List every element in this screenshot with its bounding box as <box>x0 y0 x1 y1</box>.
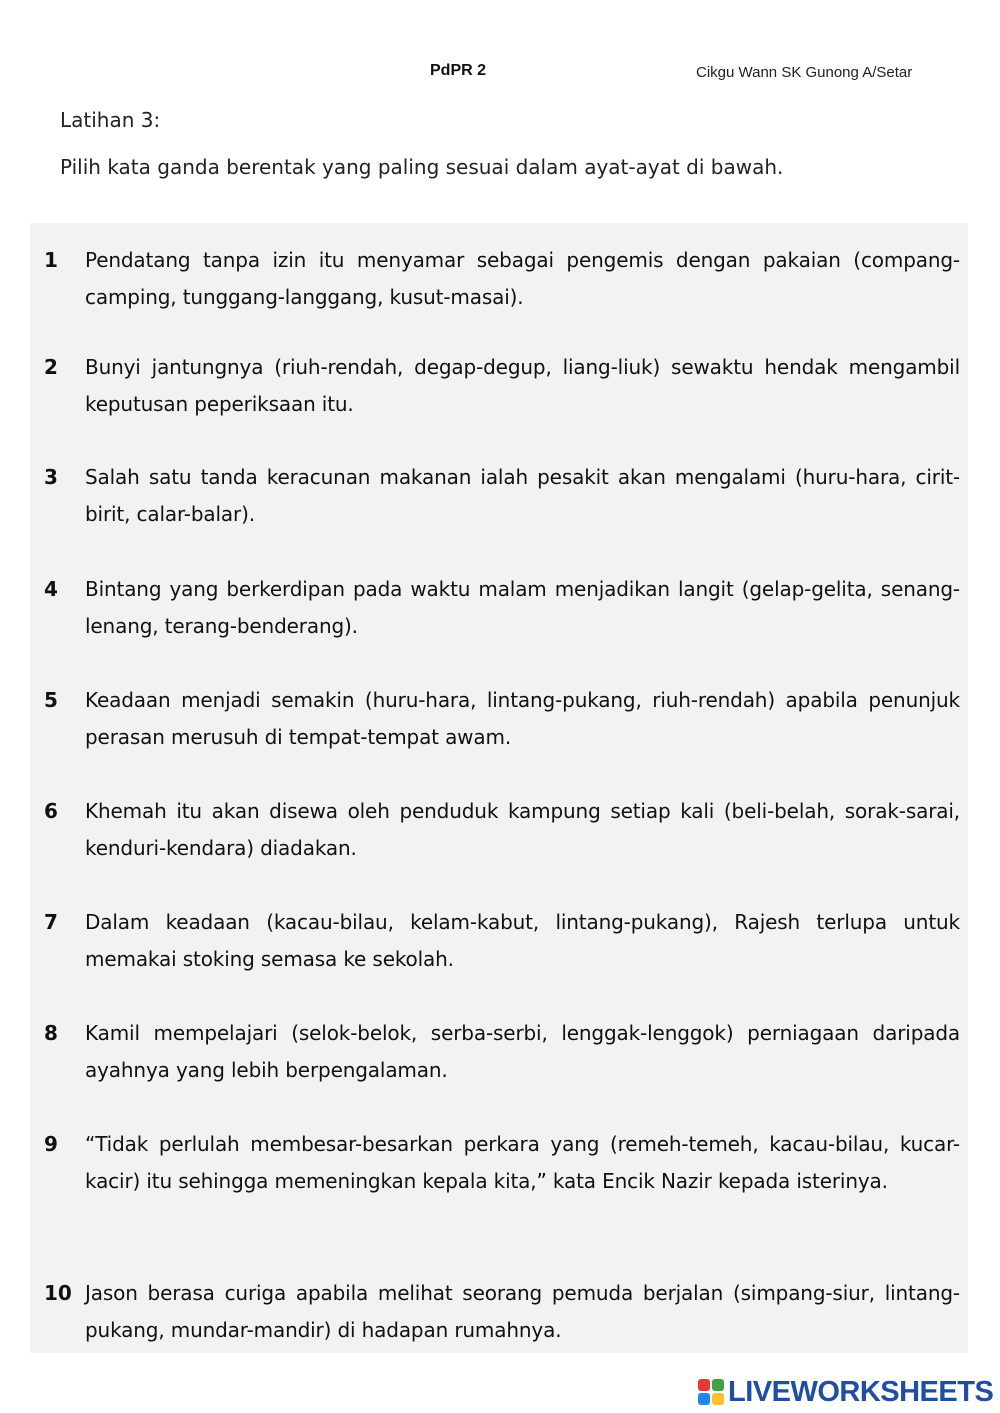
question-item <box>44 349 960 423</box>
question-text: Kamil mempelajari (selok-belok, serba-serbi, lenggak-lenggok) perniagaan daripada ayahnya yang lebih berpengalaman. <box>85 1021 960 1082</box>
logo-square <box>698 1393 710 1405</box>
question-item <box>44 793 960 867</box>
question-number: 8 <box>44 1021 58 1045</box>
logo-square <box>712 1379 724 1391</box>
question-text: Bintang yang berkerdipan pada waktu malam menjadikan langit (gelap-gelita, senang-lenang, terang-benderang). <box>85 577 960 638</box>
question-number: 1 <box>44 248 58 272</box>
question-item <box>44 1275 960 1349</box>
question-text: Khemah itu akan disewa oleh penduduk kampung setiap kali (beli-belah, sorak-sarai, kenduri-kendara) diadakan. <box>85 799 960 860</box>
question-text: Jason berasa curiga apabila melihat seorang pemuda berjalan (simpang-siur, lintang-pukang, mundar-mandir) di hadapan rumahnya. <box>85 1281 960 1342</box>
question-text: Bunyi jantungnya (riuh-rendah, degap-degup, liang-liuk) sewaktu hendak mengambil keputusan peperiksaan itu. <box>85 355 960 416</box>
question-text: Salah satu tanda keracunan makanan ialah pesakit akan mengalami (huru-hara, cirit-birit, calar-balar). <box>85 465 960 526</box>
question-number: 5 <box>44 688 58 712</box>
logo-grid-icon <box>698 1379 724 1405</box>
question-number: 9 <box>44 1132 58 1156</box>
question-item <box>44 682 960 756</box>
question-text: Dalam keadaan (kacau-bilau, kelam-kabut, lintang-pukang), Rajesh terlupa untuk memakai stoking semasa ke sekolah. <box>85 910 960 971</box>
exercise-label: Latihan 3: <box>60 108 161 132</box>
author-label: Cikgu Wann SK Gunong A/Setar <box>696 64 913 81</box>
question-text: Pendatang tanpa izin itu menyamar sebagai pengemis dengan pakaian (compang-camping, tunggang-langgang, kusut-masai). <box>85 248 960 309</box>
question-item <box>44 1015 960 1089</box>
question-number: 2 <box>44 355 58 379</box>
question-text: Keadaan menjadi semakin (huru-hara, lintang-pukang, riuh-rendah) apabila penunjuk perasan merusuh di tempat-tempat awam. <box>85 688 960 749</box>
question-item <box>44 904 960 978</box>
question-number: 4 <box>44 577 58 601</box>
question-text: “Tidak perlulah membesar-besarkan perkara yang (remeh-temeh, kacau-bilau, kucar-kacir) itu sehingga memeningkan kepala kita,” kata Encik Nazir kepada isterinya. <box>85 1132 960 1193</box>
question-item <box>44 242 960 316</box>
question-number: 3 <box>44 465 58 489</box>
logo-square <box>698 1379 710 1391</box>
question-number: 6 <box>44 799 58 823</box>
logo-square <box>712 1393 724 1405</box>
brand-name: LIVEWORKSHEETS <box>728 1375 994 1408</box>
question-item <box>44 571 960 645</box>
document-title: PdPR 2 <box>430 62 487 79</box>
question-item <box>44 1126 960 1200</box>
liveworksheets-logo <box>698 1374 993 1410</box>
exercise-instruction: Pilih kata ganda berentak yang paling sesuai dalam ayat-ayat di bawah. <box>60 155 784 179</box>
question-number: 7 <box>44 910 58 934</box>
question-item <box>44 459 960 533</box>
question-number: 10 <box>44 1281 72 1305</box>
